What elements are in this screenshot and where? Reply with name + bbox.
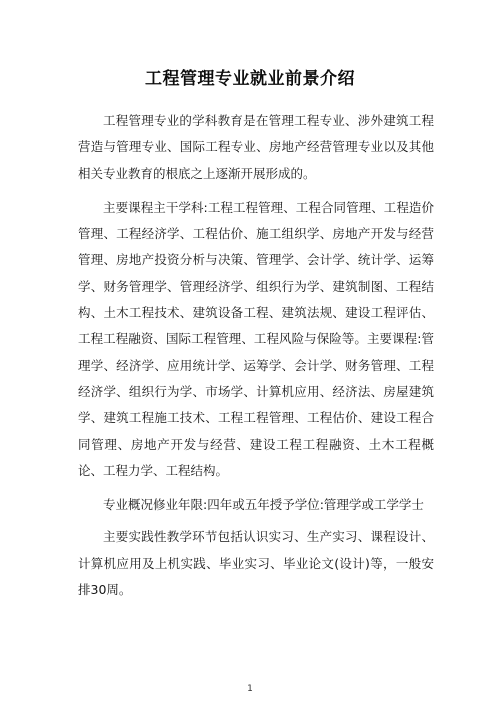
page-number: 1 — [247, 684, 253, 694]
paragraph-intro: 工程管理专业的学科教育是在管理工程专业、涉外建筑工程营造与管理专业、国际工程专业、房地产经营管理专业以及其他相关专业教育的根底之上逐渐开展形成的。 — [78, 113, 434, 181]
paragraph-courses: 主要课程主干学科:工程工程管理、工程合同管理、工程造价管理、工程经济学、工程估价、施工组织学、房地产开发与经营管理、房地产投资分析与决策、管理学、会计学、统计学、运筹学、财务管理学、管理经济学、组织行为学、建筑制图、工程结构、土木工程技术、建筑设备工程、建筑法规、建设工程评估、工程工程融资、国际工程管理、工程风险与保险等。主要课程:管理学、经济学、应用统计学、运筹学、会计学、财务管理、工程经济学、组织行为学、市场学、计算机应用、经济法、房屋建筑学、建筑工程施工技术、工程工程管理、工程估价、建设工程合同管理、房地产开发与经营、建设工程工程融资、土木工程概论、工程力学、工程结构。 — [78, 199, 434, 478]
document-body — [78, 108, 434, 611]
document-title: 工程管理专业就业前景介绍 — [145, 69, 355, 89]
paragraph-overview: 专业概况修业年限:四年或五年授予学位:管理学或工学学士 — [103, 497, 424, 513]
paragraph-practice: 主要实践性教学环节包括认识实习、生产实习、课程设计、计算机应用及上机实践、毕业实习、毕业论文(设计)等，一般安排30周。 — [78, 529, 434, 598]
